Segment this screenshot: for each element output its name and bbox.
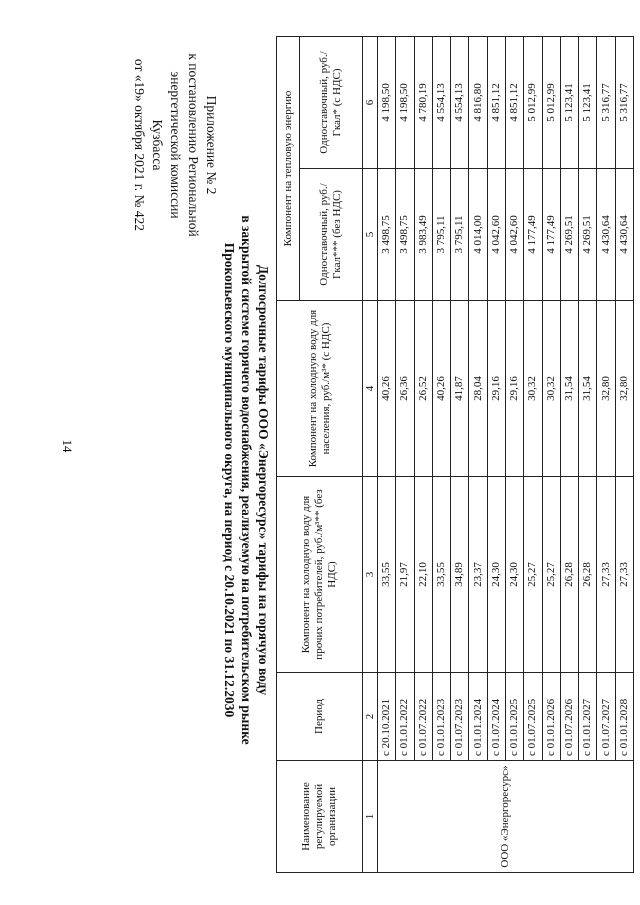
cold-other-cell: 23,37 (469, 477, 487, 673)
col-number: 6 (363, 37, 378, 169)
period-cell: с 01.01.2027 (579, 673, 597, 761)
cold-other-cell: 26,28 (579, 477, 597, 673)
heat-other-cell: 4 430,64 (615, 169, 633, 301)
cold-population-cell: 28,04 (469, 301, 487, 477)
heat-population-cell: 5 123,41 (560, 37, 578, 169)
heat-population-cell: 4 554,13 (451, 37, 469, 169)
appendix-block (130, 35, 220, 255)
heat-population-cell: 5 123,41 (579, 37, 597, 169)
col-number: 4 (363, 301, 378, 477)
header-heat-other: Одноставочный, руб./Гкал*** (без НДС) (300, 169, 363, 301)
heat-other-cell: 4 269,51 (579, 169, 597, 301)
heat-other-cell: 3 498,75 (378, 169, 396, 301)
heat-population-cell: 4 198,50 (396, 37, 414, 169)
table-row (396, 37, 414, 873)
table-row (579, 37, 597, 873)
header-heat-population: Одноставочный, руб./Гкал* (с НДС) (300, 37, 363, 169)
cold-other-cell: 24,30 (487, 477, 505, 673)
cold-other-cell: 22,10 (414, 477, 432, 673)
table-row (414, 37, 432, 873)
cold-other-cell: 33,55 (378, 477, 396, 673)
table-row (432, 37, 450, 873)
cold-population-cell: 29,16 (487, 301, 505, 477)
table-row (524, 37, 542, 873)
header-period: Период (277, 673, 363, 761)
cold-population-cell: 30,32 (524, 301, 542, 477)
heat-population-cell: 5 316,77 (597, 37, 615, 169)
table-row (451, 37, 469, 873)
cold-other-cell: 21,97 (396, 477, 414, 673)
cold-population-cell: 30,32 (542, 301, 560, 477)
header-heat-group: Компонент на тепловую энергию (277, 37, 300, 301)
period-cell: с 01.07.2026 (560, 673, 578, 761)
col-number: 1 (363, 761, 378, 873)
cold-population-cell: 32,80 (597, 301, 615, 477)
heat-population-cell: 4 198,50 (378, 37, 396, 169)
table-row (542, 37, 560, 873)
period-cell: с 01.07.2023 (451, 673, 469, 761)
appendix-line-4: Кузбасса (150, 119, 165, 171)
period-cell: с 01.07.2027 (597, 673, 615, 761)
appendix-line-2: к постановлению Региональной (186, 53, 201, 237)
cold-other-cell: 34,89 (451, 477, 469, 673)
period-cell: с 01.01.2023 (432, 673, 450, 761)
cold-other-cell: 27,33 (615, 477, 633, 673)
heat-other-cell: 4 430,64 (597, 169, 615, 301)
cold-population-cell: 29,16 (505, 301, 523, 477)
heat-other-cell: 4 042,60 (487, 169, 505, 301)
cold-population-cell: 40,26 (378, 301, 396, 477)
col-number: 5 (363, 169, 378, 301)
cold-other-cell: 27,33 (597, 477, 615, 673)
cold-population-cell: 31,54 (560, 301, 578, 477)
cold-population-cell: 32,80 (615, 301, 633, 477)
header-cold-population: Компонент на холодную воду для населения, руб./м³* (с НДС) (277, 301, 363, 477)
table-row (597, 37, 615, 873)
table-row (560, 37, 578, 873)
heat-other-cell: 4 177,49 (524, 169, 542, 301)
cold-population-cell: 31,54 (579, 301, 597, 477)
tariff-table (276, 36, 634, 873)
cold-other-cell: 25,27 (524, 477, 542, 673)
cold-population-cell: 41,87 (451, 301, 469, 477)
col-number: 2 (363, 673, 378, 761)
heat-population-cell: 5 316,77 (615, 37, 633, 169)
heat-population-cell: 4 816,80 (469, 37, 487, 169)
heat-other-cell: 3 795,11 (432, 169, 450, 301)
heat-population-cell: 4 851,12 (505, 37, 523, 169)
table-row (615, 37, 633, 873)
header-cold-other: Компонент на холодную воду для прочих потребителей, руб./м³** (без НДС) (277, 477, 363, 673)
appendix-line-5: от «19» октября 2021 г. № 422 (132, 58, 147, 232)
heat-population-cell: 5 012,99 (524, 37, 542, 169)
period-cell: с 01.01.2025 (505, 673, 523, 761)
table-row (487, 37, 505, 873)
heat-population-cell: 4 780,19 (414, 37, 432, 169)
tariff-table-body (378, 37, 634, 873)
heat-population-cell: 5 012,99 (542, 37, 560, 169)
heat-other-cell: 4 177,49 (542, 169, 560, 301)
period-cell: с 01.07.2025 (524, 673, 542, 761)
heat-other-cell: 4 269,51 (560, 169, 578, 301)
table-row (505, 37, 523, 873)
period-cell: с 01.01.2022 (396, 673, 414, 761)
period-cell: с 01.01.2028 (615, 673, 633, 761)
heat-population-cell: 4 851,12 (487, 37, 505, 169)
cold-other-cell: 24,30 (505, 477, 523, 673)
heat-other-cell: 3 983,49 (414, 169, 432, 301)
org-name-cell: ООО «Энергоресурс» (378, 761, 634, 873)
heat-population-cell: 4 554,13 (432, 37, 450, 169)
table-row (469, 37, 487, 873)
period-cell: с 20.10.2021 (378, 673, 396, 761)
header-org: Наименование регулируемой организации (277, 761, 363, 873)
title-line-2: в закрытой системе горячего водоснабжения, реализуемую на потребительском рынке (239, 215, 254, 745)
period-cell: с 01.01.2026 (542, 673, 560, 761)
cold-other-cell: 26,28 (560, 477, 578, 673)
heat-other-cell: 3 795,11 (451, 169, 469, 301)
heat-other-cell: 4 014,00 (469, 169, 487, 301)
heat-other-cell: 4 042,60 (505, 169, 523, 301)
appendix-line-1: Приложение № 2 (204, 95, 219, 195)
cold-population-cell: 26,36 (396, 301, 414, 477)
period-cell: с 01.07.2022 (414, 673, 432, 761)
table-row (378, 37, 396, 873)
period-cell: с 01.07.2024 (487, 673, 505, 761)
cold-population-cell: 40,26 (432, 301, 450, 477)
period-cell: с 01.01.2024 (469, 673, 487, 761)
cold-other-cell: 25,27 (542, 477, 560, 673)
col-number: 3 (363, 477, 378, 673)
document-title (221, 160, 272, 800)
page-number: 14 (60, 439, 75, 453)
cold-population-cell: 26,52 (414, 301, 432, 477)
title-line-3: Прокопьевского муниципального округа, на период с 20.10.2021 по 31.12.2030 (222, 242, 237, 718)
cold-other-cell: 33,55 (432, 477, 450, 673)
heat-other-cell: 3 498,75 (396, 169, 414, 301)
appendix-line-3: энергетической комиссии (168, 71, 183, 219)
title-line-1: Долгосрочные тарифы ООО «Энергоресурс» тарифы на горячую воду (256, 264, 271, 696)
